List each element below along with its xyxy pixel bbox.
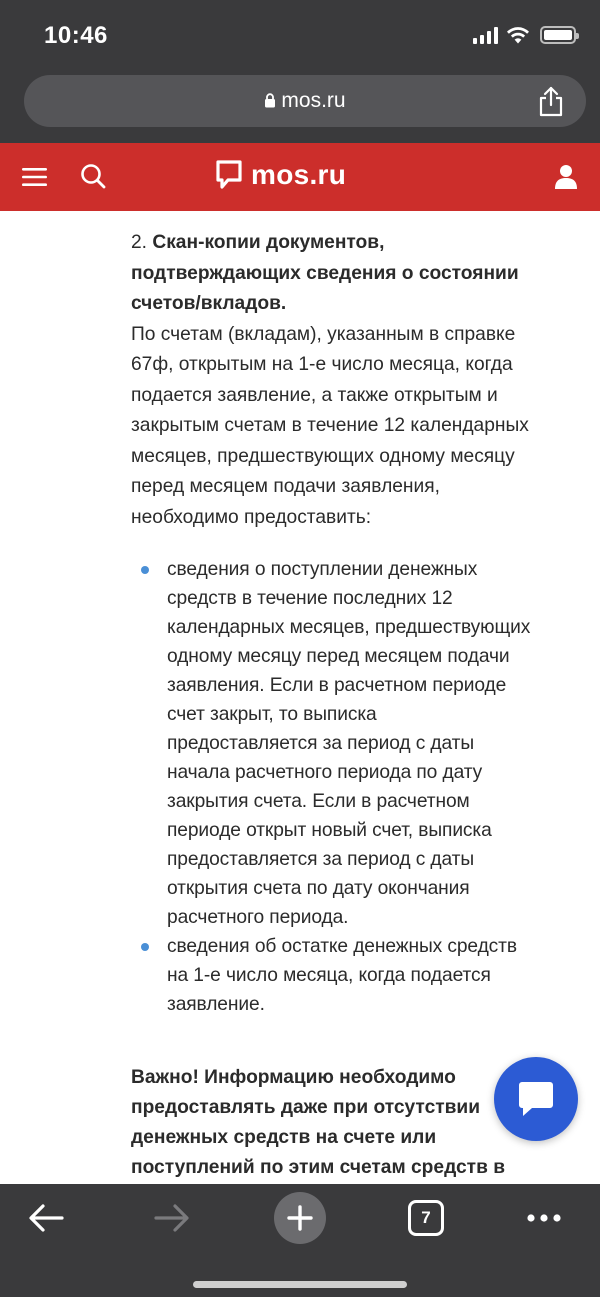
list-item [131, 555, 531, 932]
item-body: По счетам (вкладам), указанным в справке 67ф, открытым на 1-е число месяца, когда подается заявление, а также открытым и закрытым счетам в течение 12 календарных месяцев, предшествующих одному месяцу перед месяцем подачи заявления, необходимо предоставить: [131, 323, 529, 528]
forward-button[interactable] [152, 1198, 192, 1238]
arrow-right-icon [154, 1203, 190, 1233]
share-icon[interactable] [536, 85, 566, 117]
status-bar [0, 0, 600, 70]
chat-button[interactable] [494, 1057, 578, 1141]
more-button[interactable] [524, 1198, 564, 1238]
browser-top-bar [0, 0, 600, 143]
url-display[interactable] [24, 89, 586, 113]
user-icon[interactable] [554, 164, 578, 190]
bullet-list [131, 555, 531, 1019]
list-item-text: сведения о поступлении денежных средств в течение последних 12 календарных месяцев, предшествующих одному месяцу перед месяцем подачи заявления. Если в расчетном периоде счет закрыт, то выписка предоставляется за период с даты начала расчетного периода по дату закрытия счета. Если в расчетном периоде открыт новый счет, выписка предоставляется за период с даты открытия счета по дату окончания расчетного периода. [167, 559, 531, 928]
address-bar[interactable] [24, 75, 586, 127]
bullet-dot-icon [141, 566, 149, 574]
document-item [131, 228, 531, 533]
article-content [131, 228, 531, 1183]
chat-icon [518, 1080, 554, 1118]
plus-icon [287, 1205, 313, 1231]
url-text: mos.ru [281, 89, 346, 112]
cellular-signal-icon [473, 26, 498, 44]
site-header [0, 143, 600, 211]
wifi-icon [506, 26, 530, 44]
list-item-text: сведения об остатке денежных средств на 1-е число месяца, когда подается заявление. [167, 936, 517, 1015]
list-item [131, 932, 531, 1019]
more-dots-icon [526, 1213, 562, 1223]
tabs-button[interactable]: 7 [408, 1200, 444, 1236]
status-time: 10:46 [44, 22, 108, 49]
back-button[interactable] [26, 1198, 66, 1238]
search-icon[interactable] [80, 163, 106, 189]
site-logo[interactable] [215, 159, 346, 191]
speech-bubble-icon [215, 159, 243, 191]
battery-icon [540, 26, 576, 44]
item-heading: Скан-копии документов, подтверждающих сведения о состоянии счетов/вкладов. [131, 232, 519, 314]
battery-level [544, 30, 572, 40]
status-icons [473, 26, 576, 44]
bullet-dot-icon [141, 943, 149, 951]
important-note: Важно! Информацию необходимо предоставлять даже при отсутствии денежных средств на счете или поступлений по этим счетам средств в [131, 1067, 505, 1178]
new-tab-button[interactable] [274, 1192, 326, 1244]
logo-text: mos.ru [251, 159, 347, 190]
item-number: 2. [131, 232, 153, 253]
home-indicator[interactable] [193, 1281, 407, 1288]
arrow-left-icon [28, 1203, 64, 1233]
lock-icon [264, 93, 276, 108]
hamburger-icon[interactable] [22, 164, 48, 190]
